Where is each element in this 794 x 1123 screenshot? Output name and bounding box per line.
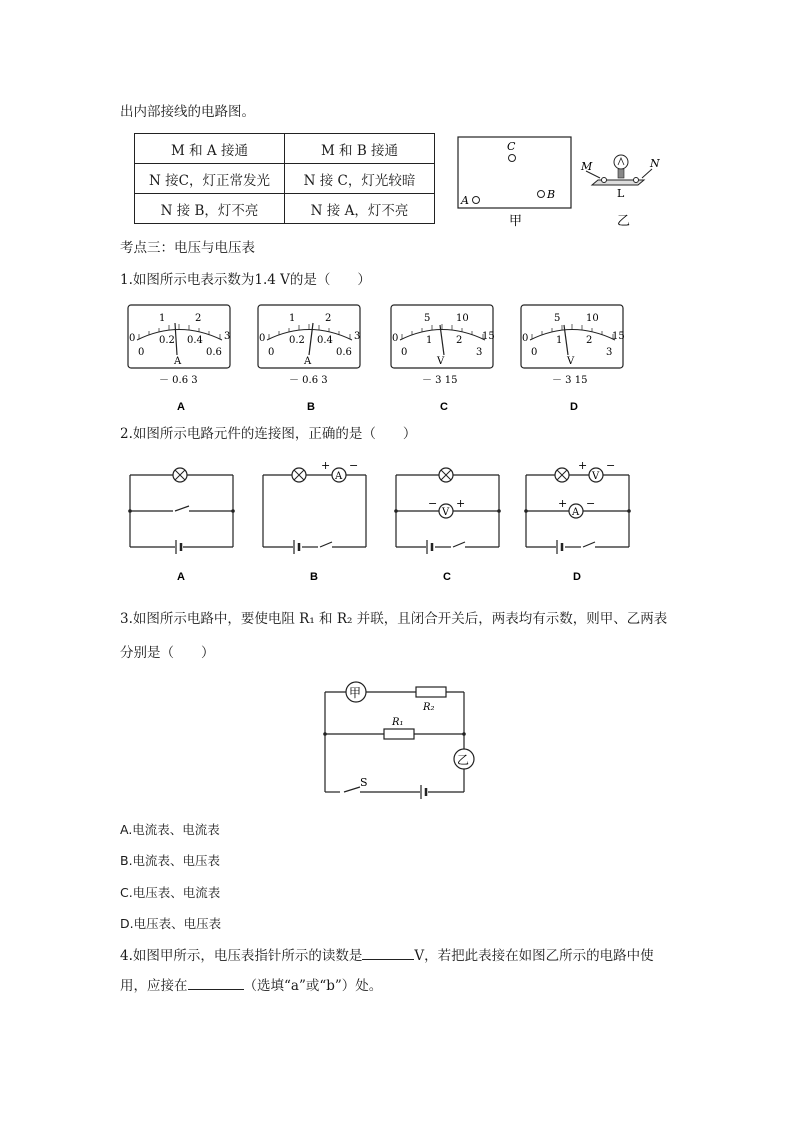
- terminal-icon: [602, 178, 607, 183]
- meter-terminals: － 3 15: [552, 375, 588, 386]
- box-figure: [455, 135, 575, 230]
- minus-terminal: −: [349, 460, 359, 472]
- voltmeter-symbol: V: [442, 507, 450, 518]
- meter-terminals: － 0.6 3: [159, 375, 198, 386]
- bottom-tick-label: 3: [476, 347, 483, 358]
- top-tick-label: 2: [195, 313, 202, 324]
- meter-unit: V: [567, 356, 575, 367]
- q3-circuit: [320, 678, 480, 803]
- connection-table: [134, 133, 435, 224]
- q4-line1-part2: V，若把此表接在如图乙所示的电路中使: [414, 948, 654, 964]
- voltmeter-symbol: V: [592, 471, 600, 482]
- top-tick-label: 5: [554, 313, 561, 324]
- lamp-icon: [555, 468, 569, 482]
- top-tick-label: 5: [424, 313, 431, 324]
- junction-dot: [524, 509, 528, 513]
- bottom-tick-label: 0: [531, 347, 538, 358]
- meter-unit: A: [174, 356, 182, 367]
- lamp-n-label: N: [650, 157, 660, 170]
- table-cell: N 接 A，灯不亮: [285, 194, 435, 224]
- minus-terminal: −: [606, 460, 616, 472]
- plus-terminal: +: [578, 460, 588, 472]
- q3-text-line2: 分别是（ ）: [120, 645, 215, 661]
- bottom-tick-label: 0.4: [317, 335, 333, 346]
- circuit-option-a: [125, 460, 240, 585]
- terminal-c-label: C: [507, 140, 516, 153]
- table-cell: N 接 B，灯不亮: [135, 194, 285, 224]
- top-tick-label: 3: [224, 331, 231, 342]
- battery-icon: [294, 540, 299, 554]
- lamp-l-label: L: [617, 187, 625, 200]
- circuit-option-d: [521, 460, 636, 585]
- junction-dot: [128, 509, 132, 513]
- junction-dot: [627, 509, 631, 513]
- minus-terminal: −: [428, 497, 438, 510]
- junction-dot: [231, 509, 235, 513]
- lamp-m-label: M: [581, 160, 593, 173]
- lamp-figure: [578, 145, 668, 230]
- table-cell: N 接 C，灯光较暗: [285, 164, 435, 194]
- q4-line2-part2: （选填“a”或“b”）处。: [243, 978, 383, 994]
- q3-text-line1: 3.如图所示电路中，要使电阻 R₁ 和 R₂ 并联，且闭合开关后，两表均有示数，则甲、乙两表: [120, 611, 668, 627]
- terminal-a-label: A: [461, 194, 469, 207]
- lamp-icon: [439, 468, 453, 482]
- top-tick-label: 0: [522, 333, 529, 344]
- top-tick-label: 2: [325, 313, 332, 324]
- q4-line2: [120, 977, 382, 995]
- top-tick-label: 15: [482, 331, 495, 342]
- top-tick-label: 1: [289, 313, 296, 324]
- meter-option-b: [255, 303, 365, 413]
- circuit-option-label: A: [177, 571, 185, 583]
- ammeter-symbol: A: [335, 471, 343, 482]
- wire-n: [642, 169, 652, 178]
- bottom-tick-label: 0: [268, 347, 275, 358]
- meter-unit: V: [437, 356, 445, 367]
- terminal-c: [509, 155, 516, 162]
- circuit-option-label: C: [443, 571, 451, 583]
- junction-dot: [323, 732, 327, 736]
- q1-text: 1.如图所示电表示数为1.4 V的是（ ）: [120, 272, 371, 288]
- table-row: [135, 134, 435, 164]
- q4-line1-part1: 4.如图甲所示，电压表指针所示的读数是: [120, 948, 363, 964]
- q3-option-d: D.电压表、电压表: [120, 916, 222, 931]
- bottom-tick-label: 0: [138, 347, 145, 358]
- meter-option-label: A: [177, 401, 185, 413]
- top-tick-label: 1: [159, 313, 166, 324]
- meter-option-label: C: [440, 401, 448, 413]
- bottom-tick-label: 1: [556, 335, 563, 346]
- q2-text: 2.如图所示电路元件的连接图，正确的是（ ）: [120, 426, 417, 442]
- bottom-tick-label: 0.2: [159, 335, 175, 346]
- junction-dot: [394, 509, 398, 513]
- resistor-r2-label: R₂: [423, 702, 435, 713]
- resistor-r1: [384, 729, 414, 739]
- lamp-socket: [618, 169, 624, 178]
- table-cell: M 和 A 接通: [135, 134, 285, 164]
- top-tick-label: 0: [129, 333, 136, 344]
- battery-icon: [427, 540, 432, 554]
- meter-option-a: [125, 303, 235, 413]
- top-tick-label: 0: [392, 333, 399, 344]
- meter-yi-label: 乙: [457, 753, 470, 767]
- terminal-a: [473, 197, 480, 204]
- q4-blank-reading[interactable]: [362, 959, 414, 960]
- table-cell: M 和 B 接通: [285, 134, 435, 164]
- meter-option-c: [388, 303, 498, 413]
- meter-jia-label: 甲: [349, 686, 362, 700]
- table-cell: N 接C，灯正常发光: [135, 164, 285, 194]
- q4-line1: [120, 947, 654, 965]
- bottom-tick-label: 0.6: [336, 347, 352, 358]
- resistor-r1-label: R₁: [392, 717, 404, 728]
- terminal-icon: [634, 178, 639, 183]
- bottom-tick-label: 3: [606, 347, 613, 358]
- meter-terminals: － 0.6 3: [289, 375, 328, 386]
- bottom-tick-label: 2: [586, 335, 593, 346]
- section-title: 考点三：电压与电压表: [120, 240, 255, 256]
- terminal-b-label: B: [547, 188, 556, 201]
- top-tick-label: 0: [259, 333, 266, 344]
- meter-option-label: B: [307, 401, 315, 413]
- top-tick-label: 10: [456, 313, 469, 324]
- resistor-r2: [416, 687, 446, 697]
- circuit-option-label: D: [573, 571, 581, 583]
- table-row: [135, 164, 435, 194]
- plus-terminal: +: [558, 497, 568, 510]
- q3-option-c: C.电压表、电流表: [120, 885, 221, 900]
- battery-icon: [176, 540, 181, 554]
- lamp-figure-caption: 乙: [617, 214, 631, 229]
- q4-blank-position[interactable]: [188, 989, 244, 990]
- lamp-icon: [173, 468, 187, 482]
- top-tick-label: 15: [612, 331, 625, 342]
- intro-text: 出内部接线的电路图。: [120, 104, 255, 120]
- circuit-option-label: B: [310, 571, 318, 583]
- battery-icon: [557, 540, 562, 554]
- meter-option-d: [518, 303, 628, 413]
- minus-terminal: −: [586, 497, 596, 510]
- meter-terminals: － 3 15: [422, 375, 458, 386]
- q3-option-a: A.电流表、电流表: [120, 822, 220, 837]
- bottom-tick-label: 0: [401, 347, 408, 358]
- meter-option-label: D: [570, 401, 578, 413]
- bottom-tick-label: 0.6: [206, 347, 222, 358]
- q4-line2-part1: 用，应接在: [120, 978, 188, 994]
- q3-option-b: B.电流表、电压表: [120, 853, 221, 868]
- junction-dot: [462, 732, 466, 736]
- plus-terminal: +: [321, 460, 331, 472]
- bottom-tick-label: 0.2: [289, 335, 305, 346]
- bottom-tick-label: 0.4: [187, 335, 203, 346]
- box-figure-caption: 甲: [509, 214, 523, 229]
- junction-dot: [497, 509, 501, 513]
- bottom-tick-label: 2: [456, 335, 463, 346]
- terminal-b: [538, 191, 545, 198]
- table-row: [135, 194, 435, 224]
- plus-terminal: +: [456, 497, 466, 510]
- bottom-tick-label: 1: [426, 335, 433, 346]
- top-tick-label: 10: [586, 313, 599, 324]
- ammeter-symbol: A: [572, 507, 580, 518]
- circuit-option-c: [391, 460, 506, 585]
- switch-label: S: [360, 776, 368, 789]
- top-tick-label: 3: [354, 331, 361, 342]
- circuit-option-b: [258, 460, 373, 585]
- lamp-icon: [292, 468, 306, 482]
- meter-unit: A: [304, 356, 312, 367]
- battery-icon: [421, 785, 426, 799]
